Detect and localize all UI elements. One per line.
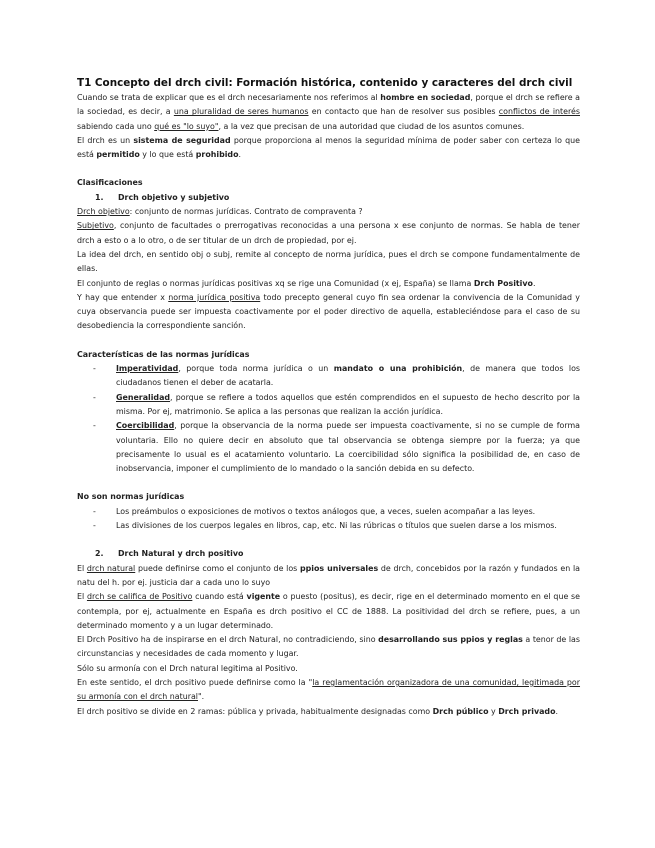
section-heading-no-son-normas: No son normas jurídicas bbox=[77, 492, 185, 502]
list-item-divisiones bbox=[77, 519, 580, 533]
underlined-text: una pluralidad de seres humanos bbox=[173, 107, 309, 117]
text: . bbox=[555, 706, 558, 716]
subsection-title: Drch objetivo y subjetivo bbox=[118, 192, 230, 202]
list-item-imperatividad bbox=[77, 362, 580, 391]
paragraph-idea-drch: La idea del drch, en sentido obj o subj, remite al concepto de norma jurídica, pues el drch se compone fundamentalmente de ellas. bbox=[77, 249, 580, 274]
bold-text: Drch privado bbox=[498, 706, 556, 716]
paragraph-drch-positivo bbox=[77, 590, 580, 633]
text: El Drch Positivo ha de inspirarse en el drch Natural, no contradiciendo, sino bbox=[77, 635, 379, 645]
text: . bbox=[532, 278, 536, 288]
section-heading-clasificaciones: Clasificaciones bbox=[77, 178, 143, 188]
text: a tenor de las circunstancias y necesidades de cada momento y lugar. bbox=[77, 635, 580, 659]
text: , conjunto de facultades o prerrogativas reconocidas a una persona x ese conjunto de normas. Se habla de tener drch a esto o a lo otro, o de ser titular de un drch de propiedad, por ej. bbox=[77, 221, 580, 245]
text: y lo que está bbox=[139, 150, 196, 160]
section-number: 1. bbox=[95, 192, 104, 202]
underlined-text: la reglamentación organizadora de una comunidad, legitimada por su armonía con el drch natural bbox=[77, 677, 581, 702]
text: Las divisiones de los cuerpos legales en libros, cap, etc. Ni las rúbricas o títulos que suelen darse a los mismos. bbox=[116, 521, 557, 531]
bold-text: sistema de seguridad bbox=[133, 135, 231, 145]
text: de drch, concebidos por la razón y fundados en la natu del h. por ej. justicia dar a cada uno lo suyo bbox=[77, 563, 580, 587]
text: porque proporciona al menos la seguridad mínima de poder saber con certeza lo que está bbox=[77, 135, 580, 160]
underlined-text: Subjetivo bbox=[77, 221, 114, 231]
list-item-preambulos bbox=[77, 505, 580, 519]
text: en contacto que han de resolver sus posibles bbox=[308, 107, 499, 117]
text: puede definirse como el conjunto de los bbox=[135, 563, 300, 573]
spacer bbox=[77, 162, 580, 176]
text: : conjunto de normas jurídicas. Contrato de compraventa ? bbox=[129, 207, 363, 217]
bold-text: desarrollando sus ppios y reglas bbox=[378, 635, 523, 645]
text: El bbox=[77, 563, 87, 573]
dash-bullet: - bbox=[93, 364, 96, 374]
text: Y hay que entender x bbox=[77, 292, 169, 302]
text: , a la vez que precisan de una autoridad que ciudad de los asuntos comunes. bbox=[218, 121, 525, 131]
paragraph-inspiracion bbox=[77, 633, 580, 662]
paragraph-drch-objetivo bbox=[77, 205, 580, 219]
text: todo precepto general cuyo fin sea ordenar la convivencia de la Comunidad y cuya observancia puede ser impuesta coactivamente por el poder directivo de aquella, estableciéndose para el caso de su desobediencia la correspondiente sanción. bbox=[77, 292, 580, 331]
underlined-text: drch natural bbox=[86, 563, 136, 573]
text: o puesto (positus), es decir, rige en el determinado momento en el que se contempla, por ej, actualmente en España es drch positivo el CC de 1888. La positividad del drch se refiere, pues, a un determinado momento y a un lugar determinado. bbox=[77, 592, 581, 630]
text: , porque toda norma jurídica o un bbox=[178, 364, 334, 374]
bold-text: permitido bbox=[96, 150, 140, 160]
intro-paragraph-2 bbox=[77, 134, 580, 163]
text: . bbox=[238, 150, 242, 160]
paragraph-drch-natural bbox=[77, 562, 580, 591]
section-heading-caracteristicas: Características de las normas jurídicas bbox=[77, 349, 250, 359]
text: El drch positivo se divide en 2 ramas: pública y privada, habitualmente designadas como bbox=[77, 706, 433, 716]
paragraph-ramas bbox=[77, 705, 580, 719]
paragraph-subjetivo bbox=[77, 219, 580, 248]
bold-text: Drch público bbox=[432, 706, 489, 716]
text: En este sentido, el drch positivo puede definirse como la " bbox=[77, 677, 313, 687]
text: ". bbox=[197, 692, 205, 702]
spacer bbox=[77, 533, 580, 547]
dash-bullet: - bbox=[93, 392, 96, 402]
bold-text: hombre en sociedad bbox=[380, 93, 471, 102]
text: sabiendo cada uno bbox=[77, 121, 155, 131]
spacer bbox=[77, 476, 580, 490]
subsection-title: Drch Natural y drch positivo bbox=[118, 549, 244, 559]
underlined-text: conflictos de interés bbox=[498, 107, 580, 117]
text: , porque la observancia de la norma puede ser impuesta coactivamente, si no se cumple de forma voluntaria. Ello no quiere decir en absoluto que tal observancia se obtenga siempre por la fuerza; ya que precisamente lo usual es el acatamiento voluntario. La coercibilidad sólo significa la posibilidad de, en caso de inobservancia, imponer el cumplimiento de lo mandado o la sanción debida en su defecto. bbox=[116, 421, 580, 474]
dash-bullet: - bbox=[93, 521, 96, 531]
spacer bbox=[77, 334, 580, 348]
underlined-text: Drch objetivo bbox=[77, 207, 130, 217]
list-item-coercibilidad bbox=[77, 419, 580, 476]
section-number: 2. bbox=[95, 549, 104, 559]
intro-paragraph-1 bbox=[77, 91, 580, 134]
underlined-text: drch se califica de Positivo bbox=[86, 592, 193, 602]
bold-text: prohibido bbox=[195, 150, 239, 160]
text: Los preámbulos o exposiciones de motivos o textos análogos que, a veces, suelen acompañar a las leyes. bbox=[116, 506, 536, 516]
subsection-heading-objetivo-subjetivo bbox=[95, 191, 580, 205]
list-item-generalidad bbox=[77, 391, 580, 420]
bold-text: vigente bbox=[246, 592, 281, 602]
underlined-text: Coercibilidad bbox=[116, 421, 175, 431]
paragraph-conjunto-reglas bbox=[77, 277, 580, 291]
underlined-text: Imperatividad bbox=[116, 364, 179, 374]
text: , porque se refiere a todos aquellos que estén comprendidos en el supuesto de hecho descrito por la misma. Por ej, matrimonio. Se aplica a las personas que realizan la acción jurídica. bbox=[116, 392, 580, 416]
underlined-text: Generalidad bbox=[116, 392, 171, 402]
paragraph-norma-juridica bbox=[77, 291, 580, 334]
text: cuando está bbox=[192, 592, 247, 602]
paragraph-armonia: Sólo su armonía con el Drch natural legitima al Positivo. bbox=[77, 663, 298, 673]
text: El conjunto de reglas o normas jurídicas positivas xq se rige una Comunidad (x ej, España) se llama bbox=[77, 278, 474, 288]
document-page bbox=[77, 76, 580, 719]
bold-text: Drch Positivo bbox=[473, 278, 533, 288]
dash-bullet: - bbox=[93, 506, 96, 516]
underlined-text: qué es "lo suyo" bbox=[154, 121, 219, 131]
text: , de manera que todos los ciudadanos tienen el deber de acatarla. bbox=[116, 364, 581, 388]
text: Cuando se trata de explicar que es el drch necesariamente nos referimos al bbox=[77, 93, 381, 102]
paragraph-definicion-positivo bbox=[77, 676, 580, 705]
underlined-text: norma jurídica positiva bbox=[168, 292, 261, 302]
document-title: T1 Concepto del drch civil: Formación histórica, contenido y caracteres del drch civil bbox=[77, 77, 573, 89]
bold-text: mandato o una prohibición bbox=[333, 364, 463, 374]
text: El drch es un bbox=[77, 135, 134, 145]
bold-text: ppios universales bbox=[300, 563, 379, 573]
text: , porque el drch se refiere a la sociedad, es decir, a bbox=[77, 93, 580, 117]
subsection-heading-natural-positivo bbox=[95, 547, 580, 561]
dash-bullet: - bbox=[93, 421, 96, 431]
text: El bbox=[77, 592, 87, 602]
text: y bbox=[488, 706, 499, 716]
